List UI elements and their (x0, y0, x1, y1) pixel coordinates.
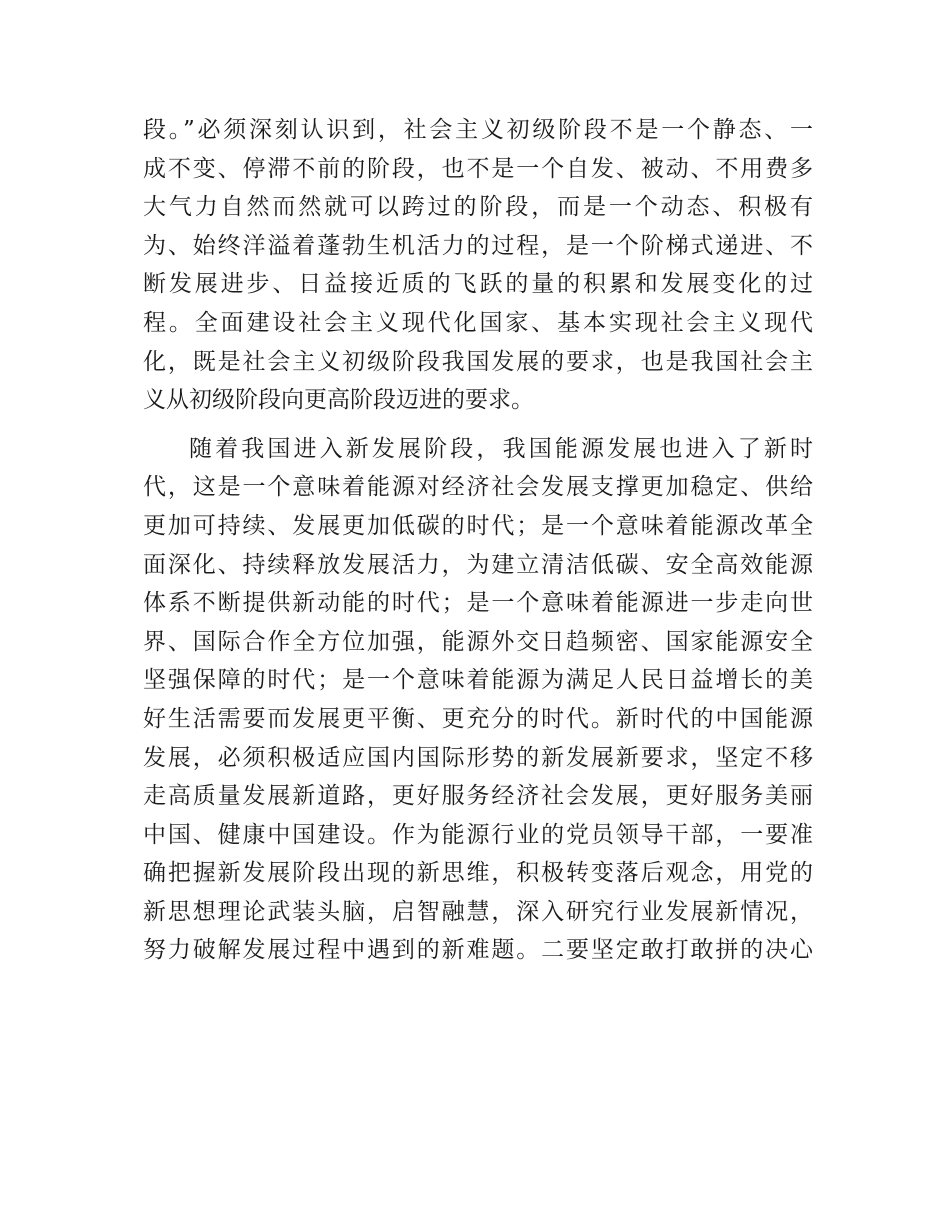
text-line: 大气力自然而然就可以跨过的阶段，而是一个动态、积极有 (143, 194, 813, 221)
text-line: 中国、健康中国建设。作为能源行业的党员领导干部，一要准 (143, 821, 813, 848)
text-line: 义从初级阶段向更高阶段迈进的要求。 (143, 387, 534, 414)
paragraph-spacer (143, 420, 813, 430)
text-line: 确把握新发展阶段出现的新思维，积极转变落后观念，用党的 (143, 860, 813, 887)
paragraph-2 (143, 430, 813, 970)
text-line: 成不变、停滞不前的阶段，也不是一个自发、被动、不用费多 (143, 155, 813, 182)
text-line: 新思想理论武装头脑，启智融慧，深入研究行业发展新情况， (143, 898, 813, 925)
text-line: 发展，必须积极适应国内国际形势的新发展新要求，坚定不移 (143, 744, 813, 771)
text-line: 走高质量发展新道路，更好服务经济社会发展，更好服务美丽 (143, 783, 813, 810)
text-line: 段。”必须深刻认识到，社会主义初级阶段不是一个静态、一 (143, 117, 813, 143)
text-line: 程。全面建设社会主义现代化国家、基本实现社会主义现代 (143, 309, 813, 336)
text-line: 好生活需要而发展更平衡、更充分的时代。新时代的中国能源 (143, 705, 813, 732)
text-line: 努力破解发展过程中遇到的新难题。二要坚定敢打敢拼的决心 (143, 937, 813, 964)
text-line: 坚强保障的时代；是一个意味着能源为满足人民日益增长的美 (143, 667, 813, 694)
text-line: 随着我国进入新发展阶段，我国能源发展也进入了新时 (189, 435, 813, 462)
text-line: 更加可持续、发展更加低碳的时代；是一个意味着能源改革全 (143, 512, 813, 539)
text-line: 面深化、持续释放发展活力，为建立清洁低碳、安全高效能源 (143, 551, 813, 578)
text-line: 界、国际合作全方位加强，能源外交日趋频密、国家能源安全 (143, 628, 813, 655)
text-line: 断发展进步、日益接近质的飞跃的量的积累和发展变化的过 (143, 271, 813, 298)
text-line: 体系不断提供新动能的时代；是一个意味着能源进一步走向世 (143, 590, 813, 617)
text-line: 化，既是社会主义初级阶段我国发展的要求，也是我国社会主 (143, 348, 813, 375)
body-text (143, 111, 813, 970)
paragraph-1 (143, 111, 813, 420)
text-line: 代，这是一个意味着能源对经济社会发展支撑更加稳定、供给 (143, 474, 813, 501)
text-line: 为、始终洋溢着蓬勃生机活力的过程，是一个阶梯式递进、不 (143, 232, 813, 259)
